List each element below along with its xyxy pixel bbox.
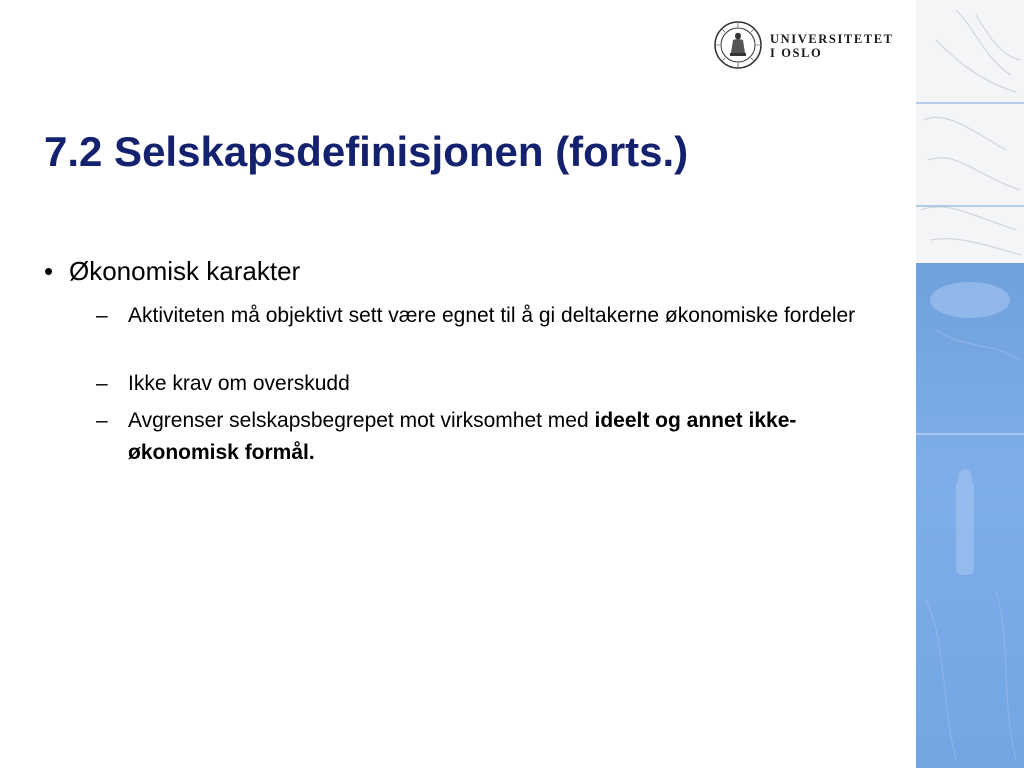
dash-marker: – <box>96 409 108 432</box>
decorative-sketch-icon <box>916 0 1024 768</box>
sub-item-text-bold: ideelt og annet ikke-økonomisk formål. <box>128 409 797 464</box>
university-seal-icon <box>713 20 763 70</box>
sub-item-text: Ikke krav om overskudd <box>128 372 350 395</box>
university-logo <box>713 20 903 72</box>
logo-text-line1: UNIVERSITETET <box>770 32 894 46</box>
main-bullet-text: Økonomisk karakter <box>69 256 301 286</box>
decorative-side-strip <box>916 0 1024 768</box>
sub-item-text: Aktiviteten må objektivt sett være egnet til å gi deltakerne økonomiske fordeler <box>128 304 856 327</box>
bullet-marker: • <box>44 256 54 286</box>
sub-item-text-plain: Avgrenser selskapsbegrepet mot virksomhet med <box>128 409 595 432</box>
sub-item-text <box>128 405 888 469</box>
logo-text-line2: I OSLO <box>770 46 823 60</box>
dash-marker: – <box>96 304 108 327</box>
dash-marker: – <box>96 372 108 395</box>
slide-title: 7.2 Selskapsdefinisjonen (forts.) <box>44 128 689 175</box>
